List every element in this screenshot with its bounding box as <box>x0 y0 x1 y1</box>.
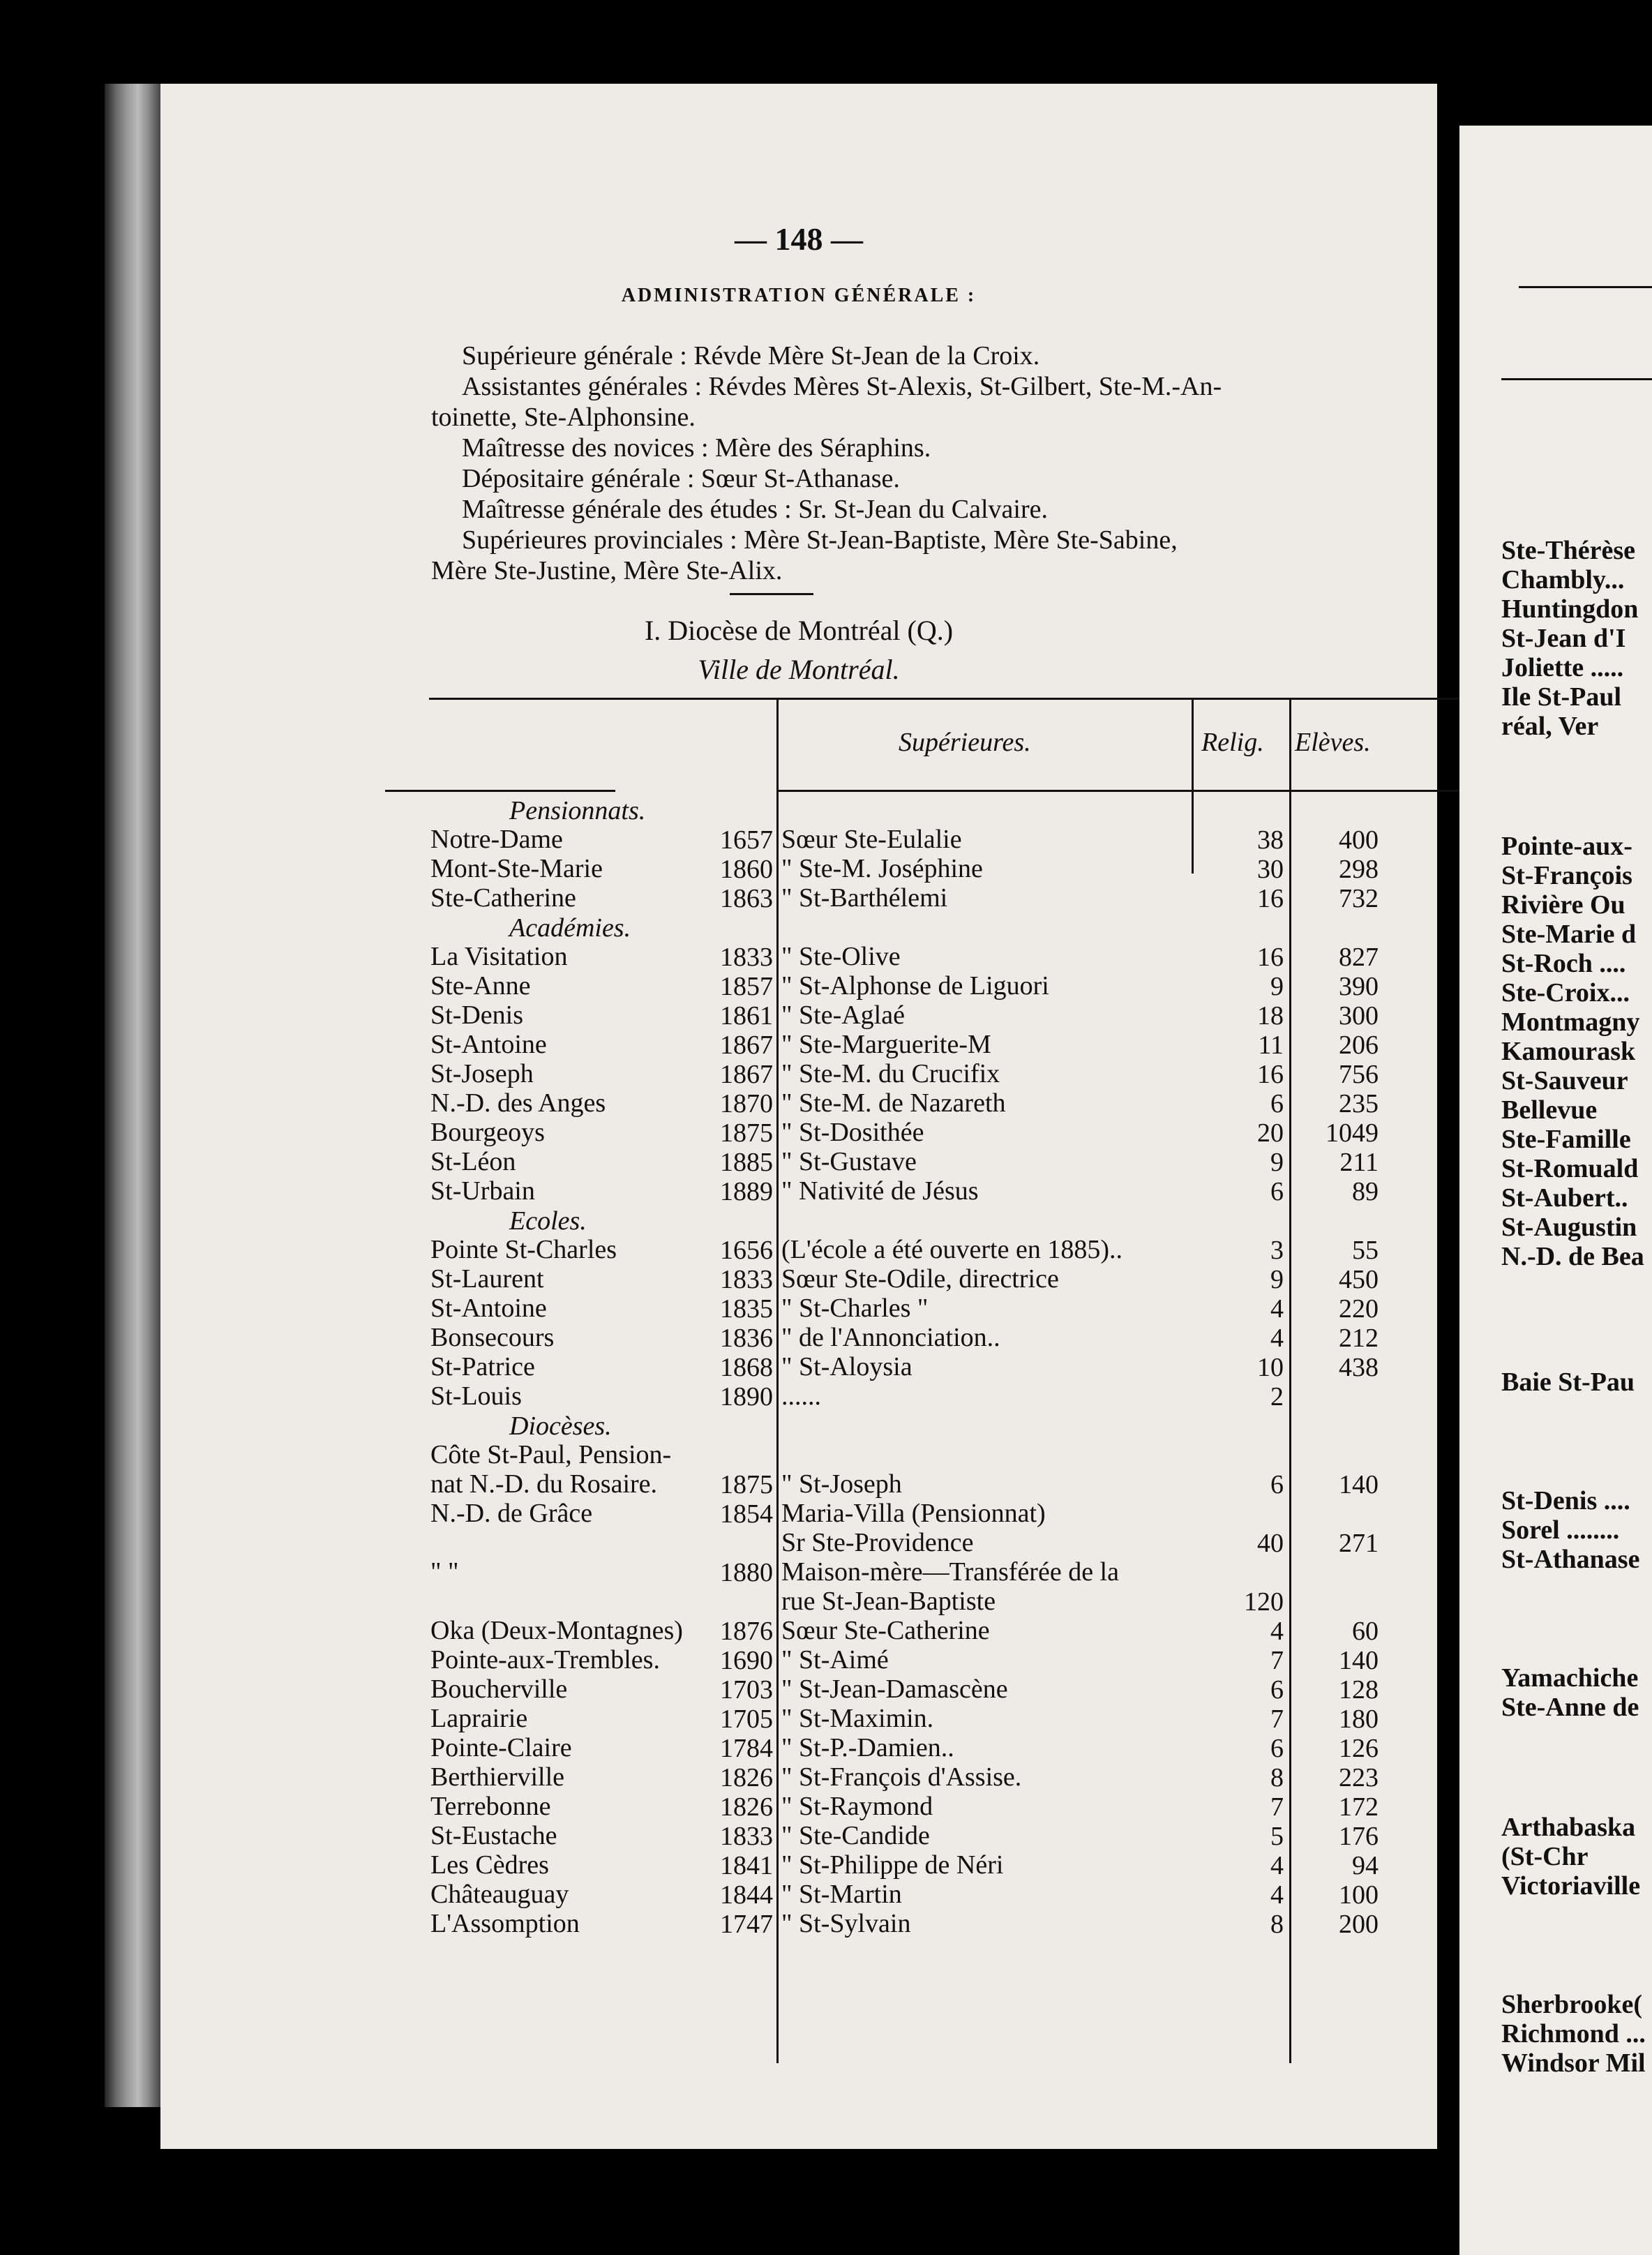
superieure-name: " St-Alphonse de Liguori <box>781 971 1049 1001</box>
superieure-name: " St-Raymond <box>781 1792 933 1821</box>
founding-year: 1868 <box>720 1353 773 1382</box>
institution-name: La Visitation <box>430 942 568 971</box>
eleves-count: 176 <box>1339 1822 1379 1851</box>
right-page-entry: St-Aubert.. <box>1501 1183 1628 1213</box>
right-page-entry: Joliette ..... <box>1501 653 1624 682</box>
superieure-name: " St-Barthélemi <box>781 883 948 913</box>
founding-year: 1703 <box>720 1675 773 1705</box>
eleves-count: 390 <box>1339 972 1379 1001</box>
eleves-count: 235 <box>1339 1089 1379 1118</box>
relig-count: 11 <box>1258 1031 1284 1060</box>
institution-name: Boucherville <box>430 1675 568 1704</box>
eleves-count: 89 <box>1352 1177 1379 1206</box>
relig-count: 4 <box>1270 1880 1284 1910</box>
founding-year: 1863 <box>720 884 773 913</box>
founding-year: 1860 <box>720 855 773 884</box>
eleves-count: 827 <box>1339 943 1379 972</box>
relig-count: 2 <box>1270 1382 1284 1411</box>
superieure-name: rue St-Jean-Baptiste <box>781 1587 996 1616</box>
column-header-eleves: Elèves. <box>1295 728 1371 757</box>
right-page-entry: St-Sauveur <box>1501 1066 1628 1095</box>
right-page-entry: (St-Chr <box>1501 1842 1589 1871</box>
admin-line: Maîtresse générale des études : Sr. St-Jean du Calvaire. <box>462 495 1048 524</box>
founding-year: 1705 <box>720 1705 773 1734</box>
diocese-title: I. Diocèse de Montréal (Q.) <box>644 615 954 646</box>
relig-count: 4 <box>1270 1294 1284 1324</box>
relig-count: 18 <box>1257 1001 1284 1031</box>
superieure-name: " St-Dosithée <box>781 1118 924 1147</box>
relig-count: 5 <box>1270 1822 1284 1851</box>
right-page-entry: Bellevue <box>1501 1095 1598 1125</box>
relig-count: 3 <box>1270 1236 1284 1265</box>
right-page-rule <box>1501 378 1652 380</box>
relig-count: 6 <box>1270 1734 1284 1763</box>
founding-year: 1841 <box>720 1851 773 1880</box>
right-page-entry: Kamourask <box>1501 1037 1636 1066</box>
founding-year: 1861 <box>720 1001 773 1031</box>
superieure-name: " Nativité de Jésus <box>781 1176 979 1206</box>
column-divider <box>776 699 779 2063</box>
superieure-name: " St-Martin <box>781 1880 902 1909</box>
relig-count: 9 <box>1270 1148 1284 1177</box>
superieure-name: " St-François d'Assise. <box>781 1762 1022 1792</box>
superieure-name: " St-Maximin. <box>781 1704 934 1733</box>
founding-year: 1875 <box>720 1470 773 1499</box>
relig-count: 6 <box>1270 1470 1284 1499</box>
founding-year: 1854 <box>720 1499 773 1529</box>
eleves-count: 732 <box>1339 884 1379 913</box>
right-page-entry: Ste-Anne de <box>1501 1693 1639 1722</box>
eleves-count: 298 <box>1339 855 1379 884</box>
book-page-left <box>160 84 1437 2149</box>
superieure-name: " Ste-Marguerite-M <box>781 1030 991 1059</box>
eleves-count: 126 <box>1339 1734 1379 1763</box>
relig-count: 120 <box>1244 1587 1284 1617</box>
institution-name: Bonsecours <box>430 1323 555 1352</box>
superieure-name: Maria-Villa (Pensionnat) <box>781 1499 1046 1528</box>
right-page-entry: Montmagny <box>1501 1007 1640 1037</box>
header-underline <box>776 790 1526 792</box>
founding-year: 1880 <box>720 1558 773 1587</box>
right-page-entry: Arthabaska <box>1501 1813 1636 1842</box>
institution-name: Châteauguay <box>430 1880 569 1909</box>
eleves-count: 1049 <box>1326 1118 1379 1148</box>
eleves-count: 450 <box>1339 1265 1379 1294</box>
eleves-count: 211 <box>1339 1148 1379 1177</box>
institution-name: N.-D. des Anges <box>430 1088 606 1118</box>
right-page-entry: Baie St-Pau <box>1501 1368 1635 1397</box>
eleves-count: 223 <box>1339 1763 1379 1792</box>
superieure-name: " Ste-M. Joséphine <box>781 854 983 883</box>
admin-line: Supérieures provinciales : Mère St-Jean-Baptiste, Mère Ste-Sabine, <box>462 525 1178 555</box>
relig-count: 4 <box>1270 1324 1284 1353</box>
superieure-name: " St-P.-Damien.. <box>781 1733 954 1762</box>
relig-count: 9 <box>1270 972 1284 1001</box>
superieure-name: " St-Sylvain <box>781 1909 911 1938</box>
relig-count: 7 <box>1270 1705 1284 1734</box>
right-page-entry: Huntingdon <box>1501 594 1639 624</box>
right-page-entry: Rivière Ou <box>1501 890 1625 920</box>
relig-count: 6 <box>1270 1675 1284 1705</box>
institution-name: Laprairie <box>430 1704 528 1733</box>
institution-name: N.-D. de Grâce <box>430 1499 593 1528</box>
superieure-name: " St-Charles " <box>781 1294 929 1323</box>
right-page-entry: Ste-Thérèse <box>1501 536 1636 565</box>
relig-count: 9 <box>1270 1265 1284 1294</box>
superieure-name: Sœur Ste-Catherine <box>781 1616 990 1645</box>
superieure-name: Sœur Ste-Eulalie <box>781 825 962 854</box>
right-page-entry: Pointe-aux- <box>1501 832 1632 861</box>
institution-name: Les Cèdres <box>430 1850 549 1880</box>
eleves-count: 206 <box>1339 1031 1379 1060</box>
eleves-count: 400 <box>1339 825 1379 855</box>
eleves-count: 200 <box>1339 1910 1379 1939</box>
admin-line: toinette, Ste-Alphonsine. <box>431 403 696 432</box>
institution-name: L'Assomption <box>430 1909 580 1938</box>
right-page-entry: Sorel ........ <box>1501 1515 1620 1545</box>
founding-year: 1690 <box>720 1646 773 1675</box>
founding-year: 1867 <box>720 1031 773 1060</box>
right-page-rule <box>1519 286 1652 288</box>
relig-count: 30 <box>1257 855 1284 884</box>
institution-name: Berthierville <box>430 1762 565 1792</box>
institution-name: Oka (Deux-Montagnes) <box>430 1616 683 1645</box>
eleves-count: 140 <box>1339 1470 1379 1499</box>
eleves-count: 94 <box>1352 1851 1379 1880</box>
institution-name: St-Laurent <box>430 1264 544 1294</box>
superieure-name: " de l'Annonciation.. <box>781 1323 1000 1352</box>
relig-count: 40 <box>1257 1529 1284 1558</box>
institution-name: St-Urbain <box>430 1176 535 1206</box>
institution-name: St-Patrice <box>430 1352 535 1381</box>
book-page-right <box>1459 126 1652 2255</box>
right-page-entry: Ile St-Paul <box>1501 682 1622 712</box>
founding-year: 1870 <box>720 1089 773 1118</box>
admin-line: Dépositaire générale : Sœur St-Athanase. <box>462 464 900 493</box>
superieure-name: Sœur Ste-Odile, directrice <box>781 1264 1059 1294</box>
founding-year: 1836 <box>720 1324 773 1353</box>
right-page-entry: réal, Ver <box>1501 712 1599 741</box>
eleves-count: 438 <box>1339 1353 1379 1382</box>
institution-name: St-Léon <box>430 1147 516 1176</box>
institution-name: Mont-Ste-Marie <box>430 854 603 883</box>
relig-count: 6 <box>1270 1177 1284 1206</box>
institution-name: St-Eustache <box>430 1821 557 1850</box>
section-heading: Ecoles. <box>509 1206 587 1236</box>
institution-name: St-Denis <box>430 1001 523 1030</box>
short-divider <box>730 593 813 595</box>
institution-name: St-Joseph <box>430 1059 534 1088</box>
eleves-count: 172 <box>1339 1792 1379 1822</box>
table-top-rule <box>429 698 1528 700</box>
institution-name: Ste-Catherine <box>430 883 576 913</box>
eleves-count: 100 <box>1339 1880 1379 1910</box>
founding-year: 1656 <box>720 1236 773 1265</box>
founding-year: 1835 <box>720 1294 773 1324</box>
admin-line: Mère Ste-Justine, Mère Ste-Alix. <box>431 556 783 585</box>
eleves-count: 55 <box>1352 1236 1379 1265</box>
founding-year: 1867 <box>720 1060 773 1089</box>
right-page-entry: St-Romuald <box>1501 1154 1639 1183</box>
relig-count: 4 <box>1270 1617 1284 1646</box>
superieure-name: Sr Ste-Providence <box>781 1528 974 1557</box>
founding-year: 1844 <box>720 1880 773 1910</box>
superieure-name: " St-Philippe de Néri <box>781 1850 1004 1880</box>
founding-year: 1784 <box>720 1734 773 1763</box>
admin-heading: ADMINISTRATION GÉNÉRALE : <box>621 285 977 306</box>
institution-name: Pointe St-Charles <box>430 1235 617 1264</box>
right-page-entry: St-Roch .... <box>1501 949 1626 978</box>
eleves-count: 128 <box>1339 1675 1379 1705</box>
header-underline <box>385 790 615 792</box>
institution-name: Côte St-Paul, Pension- <box>430 1440 672 1469</box>
institution-name: Pointe-Claire <box>430 1733 572 1762</box>
relig-count: 20 <box>1257 1118 1284 1148</box>
admin-line: Assistantes générales : Révdes Mères St-Alexis, St-Gilbert, Ste-M.-An- <box>462 372 1222 401</box>
founding-year: 1876 <box>720 1617 773 1646</box>
relig-count: 10 <box>1257 1353 1284 1382</box>
right-page-entry: Sherbrooke( <box>1501 1990 1642 2019</box>
superieure-name: ...... <box>781 1381 821 1411</box>
right-page-entry: Ste-Marie d <box>1501 920 1637 949</box>
superieure-name: (L'école a été ouverte en 1885).. <box>781 1235 1122 1264</box>
eleves-count: 300 <box>1339 1001 1379 1031</box>
right-page-entry: St-Denis .... <box>1501 1486 1630 1515</box>
founding-year: 1857 <box>720 972 773 1001</box>
section-heading: Pensionnats. <box>509 796 646 825</box>
relig-count: 8 <box>1270 1763 1284 1792</box>
right-page-entry: St-François <box>1501 861 1632 890</box>
right-page-entry: Ste-Famille <box>1501 1125 1631 1154</box>
right-page-entry: St-Jean d'I <box>1501 624 1626 653</box>
relig-count: 16 <box>1257 1060 1284 1089</box>
founding-year: 1833 <box>720 943 773 972</box>
institution-name: St-Antoine <box>430 1294 547 1323</box>
superieure-name: " Ste-M. du Crucifix <box>781 1059 1000 1088</box>
admin-line: Supérieure générale : Révde Mère St-Jean de la Croix. <box>462 341 1040 370</box>
eleves-count: 180 <box>1339 1705 1379 1734</box>
admin-line: Maîtresse des novices : Mère des Séraphins. <box>462 433 931 463</box>
relig-count: 16 <box>1257 943 1284 972</box>
eleves-count: 140 <box>1339 1646 1379 1675</box>
relig-count: 38 <box>1257 825 1284 855</box>
founding-year: 1657 <box>720 825 773 855</box>
institution-name: St-Louis <box>430 1381 522 1411</box>
institution-name: Pointe-aux-Trembles. <box>430 1645 660 1675</box>
superieure-name: " St-Joseph <box>781 1469 902 1499</box>
right-page-entry: Chambly... <box>1501 565 1625 594</box>
section-heading: Diocèses. <box>509 1411 612 1441</box>
column-header-superieures: Supérieures. <box>899 728 1031 757</box>
right-page-entry: N.-D. de Bea <box>1501 1242 1644 1271</box>
book-page-edges <box>105 84 160 2107</box>
founding-year: 1875 <box>720 1118 773 1148</box>
eleves-count: 212 <box>1339 1324 1379 1353</box>
right-page-entry: Richmond ... <box>1501 2019 1646 2048</box>
right-page-entry: St-Augustin <box>1501 1213 1637 1242</box>
superieure-name: " St-Aloysia <box>781 1352 913 1381</box>
column-divider <box>1289 699 1291 2063</box>
right-page-entry: Yamachiche <box>1501 1663 1639 1693</box>
founding-year: 1747 <box>720 1910 773 1939</box>
relig-count: 4 <box>1270 1851 1284 1880</box>
ville-title: Ville de Montréal. <box>698 654 900 685</box>
founding-year: 1833 <box>720 1265 773 1294</box>
column-header-relig: Relig. <box>1201 728 1264 757</box>
relig-count: 16 <box>1257 884 1284 913</box>
institution-name: " " <box>430 1557 459 1587</box>
institution-name: Bourgeoys <box>430 1118 545 1147</box>
eleves-count: 60 <box>1352 1617 1379 1646</box>
eleves-count: 220 <box>1339 1294 1379 1324</box>
superieure-name: " St-Jean-Damascène <box>781 1675 1008 1704</box>
founding-year: 1885 <box>720 1148 773 1177</box>
superieure-name: " St-Aimé <box>781 1645 889 1675</box>
founding-year: 1826 <box>720 1792 773 1822</box>
superieure-name: " St-Gustave <box>781 1147 917 1176</box>
superieure-name: " Ste-Olive <box>781 942 901 971</box>
founding-year: 1833 <box>720 1822 773 1851</box>
relig-count: 7 <box>1270 1646 1284 1675</box>
relig-count: 6 <box>1270 1089 1284 1118</box>
relig-count: 7 <box>1270 1792 1284 1822</box>
relig-count: 8 <box>1270 1910 1284 1939</box>
section-heading: Académies. <box>509 913 631 943</box>
institution-name: Notre-Dame <box>430 825 563 854</box>
right-page-entry: Victoriaville <box>1501 1871 1641 1901</box>
page-number: — 148 — <box>735 221 863 257</box>
superieure-name: Maison-mère—Transférée de la <box>781 1557 1119 1587</box>
eleves-count: 271 <box>1339 1529 1379 1558</box>
founding-year: 1889 <box>720 1177 773 1206</box>
right-page-entry: Ste-Croix... <box>1501 978 1630 1007</box>
superieure-name: " Ste-Candide <box>781 1821 930 1850</box>
institution-name: Terrebonne <box>430 1792 551 1821</box>
superieure-name: " Ste-Aglaé <box>781 1001 905 1030</box>
institution-name: Ste-Anne <box>430 971 531 1001</box>
institution-name: nat N.-D. du Rosaire. <box>430 1469 658 1499</box>
right-page-entry: St-Athanase <box>1501 1545 1640 1574</box>
superieure-name: " Ste-M. de Nazareth <box>781 1088 1006 1118</box>
institution-name: St-Antoine <box>430 1030 547 1059</box>
right-page-entry: Windsor Mil <box>1501 2048 1646 2078</box>
founding-year: 1890 <box>720 1382 773 1411</box>
eleves-count: 756 <box>1339 1060 1379 1089</box>
founding-year: 1826 <box>720 1763 773 1792</box>
